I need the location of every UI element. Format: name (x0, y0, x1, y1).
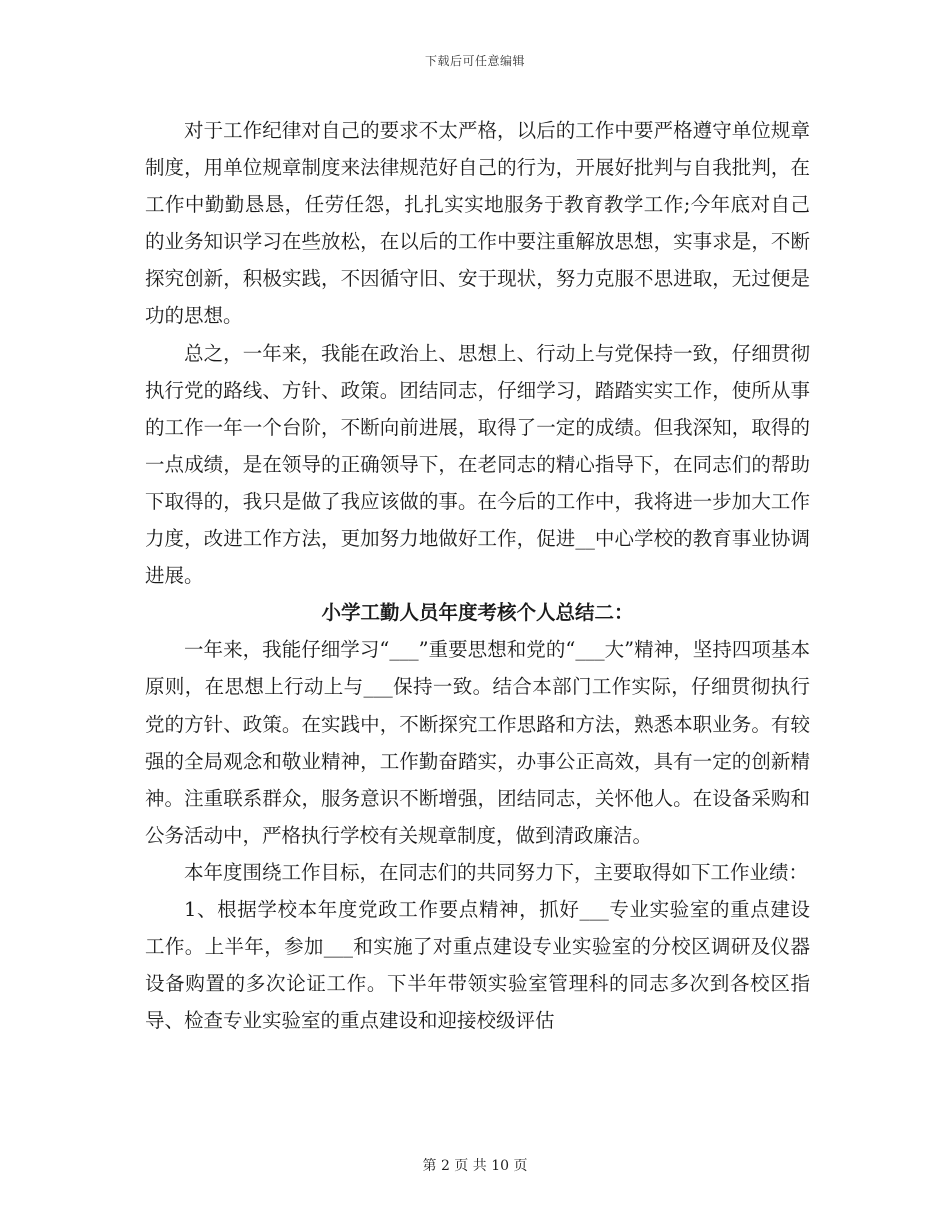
document-body (145, 112, 810, 1039)
section-title: 小学工勤人员年度考核个人总结二： (321, 601, 634, 625)
body-paragraph: 对于工作纪律对自己的要求不太严格，以后的工作中要严格遵守单位规章制度，用单位规章制度来法律规范好自己的行为，开展好批判与自我批判，在工作中勤勤恳恳，任劳任怨，扎扎实实地服务于教育教学工作;今年底对自己的业务知识学习在些放松，在以后的工作中要注重解放思想，实事求是，不断探究创新，积极实践，不因循守旧、安于现状，努力克服不思进取，无过便是功的思想。 (145, 119, 810, 328)
page-number: 第 2 页 共 10 页 (422, 1158, 528, 1174)
body-paragraph: 一年来，我能仔细学习“___”重要思想和党的“___大”精神，坚持四项基本原则，在思想上行动上与___保持一致。结合本部门工作实际，仔细贯彻执行党的方针、政策。在实践中，不断探究工作思路和方法，熟悉本职业务。有较强的全局观念和敬业精神，工作勤奋踏实，办事公正高效，具有一定的创新精神。注重联系群众，服务意识不断增强，团结同志，关怀他人。在设备采购和公务活动中，严格执行学校有关规章制度，做到清政廉洁。 (145, 638, 810, 847)
body-paragraph: 总之，一年来，我能在政治上、思想上、行动上与党保持一致，仔细贯彻执行党的路线、方针、政策。团结同志，仔细学习，踏踏实实工作，使所从事的工作一年一个台阶，不断向前进展，取得了一定的成绩。但我深知，取得的一点成绩，是在领导的正确领导下，在老同志的精心指导下，在同志们的帮助下取得的，我只是做了我应该做的事。在今后的工作中，我将进一步加大工作力度，改进工作方法，更加努力地做好工作，促进__中心学校的教育事业协调进展。 (145, 341, 810, 588)
body-paragraph: 1、根据学校本年度党政工作要点精神，抓好___专业实验室的重点建设工作。上半年，参加___和实施了对重点建设专业实验室的分校区调研及仪器设备购置的多次论证工作。下半年带领实验室管理科的同志多次到各校区指导、检查专业实验室的重点建设和迎接校级评估 (145, 897, 810, 1033)
page-header: 下载后可任意编辑 (424, 54, 525, 68)
body-paragraph: 本年度围绕工作目标，在同志们的共同努力下，主要取得如下工作业绩： (184, 860, 809, 884)
